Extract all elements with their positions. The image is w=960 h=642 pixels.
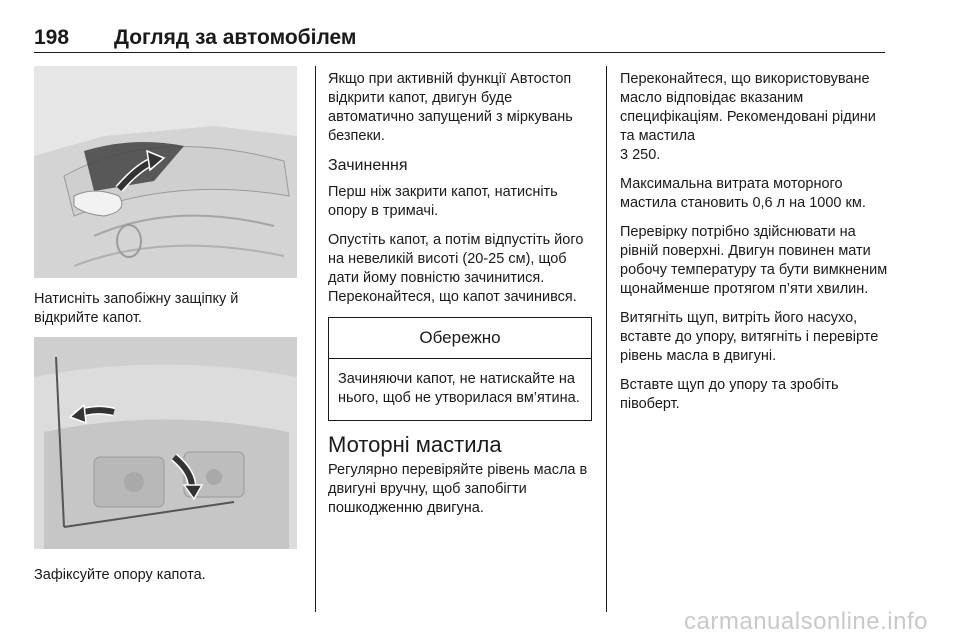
figure1-caption: Натисніть запобіжну защіпку й відкрийте капот. <box>34 291 239 326</box>
watermark: carmanualsonline.info <box>684 608 928 635</box>
caution-title: Обережно <box>329 318 591 359</box>
figure2-caption: Зафіксуйте опору капота. <box>34 567 206 583</box>
figure-hood-release <box>34 66 297 278</box>
hood-release-illustration <box>34 66 297 278</box>
oil-consumption-paragraph: Максимальна витрата моторного мастила становить 0,6 л на 1000 км. <box>620 176 866 211</box>
oil-spec-text: Переконайтеся, що використовуване масло відповідає вказаним специфікаціям. Рекомендовані рідини та мастила <box>620 71 876 144</box>
page-reference-link[interactable]: 3 250. <box>620 147 661 163</box>
caution-box <box>328 317 592 421</box>
autostop-paragraph: Якщо при активній функції Автостоп відкрити капот, двигун буде автоматично запущений з міркувань безпеки. <box>328 71 573 144</box>
dipstick-insert-paragraph: Вставте щуп до упору та зробіть півоберт. <box>620 377 839 412</box>
engine-oil-paragraph: Регулярно перевіряйте рівень масла в двигуні вручну, щоб запобігти пошкодженню двигуна. <box>328 462 588 516</box>
engine-oil-heading: Моторні мастила <box>328 432 502 457</box>
figure-hood-support <box>34 337 297 549</box>
header-rule <box>34 52 885 53</box>
caution-text: Зачиняючи капот, не натискайте на нього, щоб не утворилася вм’ятина. <box>338 371 580 406</box>
oil-spec-paragraph <box>620 70 888 165</box>
running-head: Догляд за автомобілем <box>114 26 357 49</box>
right-column <box>620 70 888 424</box>
check-conditions-paragraph: Перевірку потрібно здійснювати на рівній поверхні. Двигун повинен мати робочу температуру та бути вимкненим щонайменше протягом п’яти хвилин. <box>620 224 888 297</box>
closing-heading: Зачинення <box>328 157 408 174</box>
column-rule-right <box>606 66 607 612</box>
column-rule-left <box>315 66 316 612</box>
dipstick-check-paragraph: Витягніть щуп, витріть його насухо, вставте до упору, витягніть і перевірте рівень масла в двигуні. <box>620 310 879 364</box>
closing-step-1: Перш ніж закрити капот, натисніть опору в тримачі. <box>328 184 558 219</box>
closing-step-2: Опустіть капот, а потім відпустіть його на невеликій висоті (20-25 см), щоб дати йому повністю зачинитися. Переконайтеся, що капот зачинився. <box>328 232 584 305</box>
middle-column <box>328 70 592 528</box>
page-number: 198 <box>34 26 70 49</box>
hood-support-illustration <box>34 337 297 549</box>
